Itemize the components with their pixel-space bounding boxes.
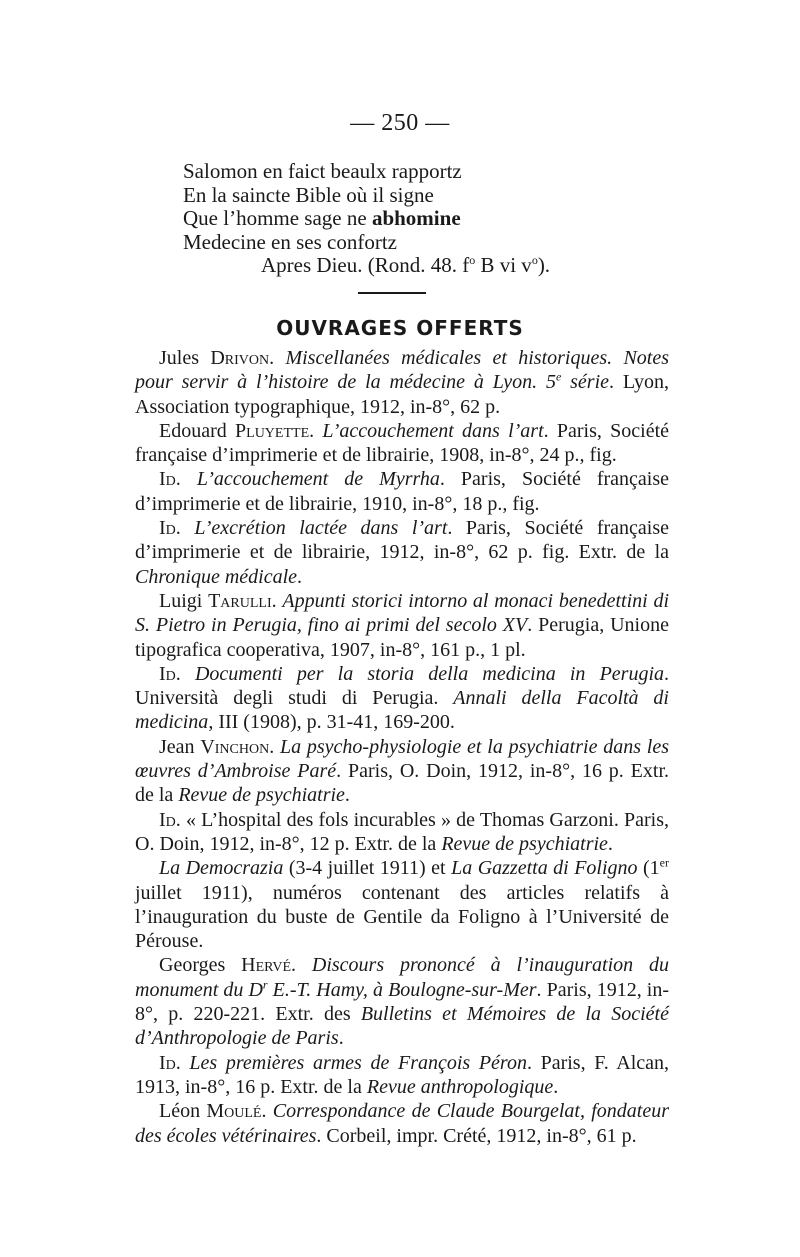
author-ibid: Id bbox=[159, 517, 176, 540]
punctuation: . bbox=[338, 1027, 344, 1050]
superscript: e bbox=[555, 369, 562, 384]
author-ibid: Id bbox=[159, 662, 176, 685]
bibliography-entry bbox=[135, 808, 669, 857]
author-surname: Tarulli bbox=[208, 589, 272, 612]
page-number: — 250 — bbox=[350, 110, 450, 136]
verse-line bbox=[183, 207, 643, 231]
author-first-name: Jules bbox=[159, 347, 211, 369]
citation-text: ). bbox=[537, 253, 551, 277]
publication-details: . Lyon, Association typographique, 1912, in-8°, 62 p. bbox=[135, 371, 669, 418]
bibliography-entry: Léon Moulé. Correspondance de Claude Bourgelat, fondateur des écoles vétérinaires. Corbeil, impr. Crété, 1912, in-8°, 61 p. bbox=[135, 1100, 670, 1147]
verse-text: Que l’homme sage ne bbox=[183, 206, 372, 230]
bibliography-entry: Luigi Tarulli. Appunti storici intorno al monaci benedettini di S. Pietro in Perugia, fino ai primi del secolo XV. Perugia, Unione tipografica cooperativa, 1907, in-8°, 161 p., 1 pl. bbox=[135, 589, 670, 661]
bibliography-entry: Id. L’accouchement de Myrrha. Paris, Société française d’imprimerie et de librairie, 1910, in-8°, 18 p., fig. bbox=[135, 468, 670, 515]
source-title: Annali della Facoltà di medicina bbox=[135, 687, 669, 734]
work-title: Documenti per la storia della medicina in Perugia bbox=[194, 662, 665, 685]
newspaper-title: La Democrazia bbox=[159, 857, 284, 880]
bibliography-entry: Georges Hervé. Discours prononcé à l’inauguration du monument du $D^r$ E.-T. Hamy, à Boulogne-sur-Mer. Paris, 1912, in-8°, p. 220-221. Extr. des Bulletins et Mémoires de la Société d’Anthropologie de Paris. bbox=[135, 954, 669, 1050]
punctuation: . bbox=[553, 1075, 559, 1098]
work-title: Appunti storici intorno al monaci benedettini di S. Pietro in Perugia, fino ai primi del secolo XV bbox=[135, 589, 670, 637]
work-title: L’excrétion lactée dans l’art bbox=[194, 517, 448, 540]
author-surname: Hervé bbox=[241, 954, 292, 977]
author-surname: Vinchon bbox=[200, 735, 270, 758]
bibliography-entry bbox=[135, 856, 669, 953]
publication-details: . Paris, Société française d’imprimerie et de librairie, 1908, in-8°, 24 p., fig. bbox=[135, 419, 670, 467]
citation-text: B vi v bbox=[475, 253, 532, 277]
author-first-name: Georges bbox=[159, 954, 242, 977]
verse-line: Salomon en faict beaulx rapportz bbox=[183, 159, 462, 183]
verse-line: En la saincte Bible où il signe bbox=[183, 182, 434, 207]
bibliography-entry: Id. Les premières armes de François Péron. Paris, F. Alcan, 1913, in-8°, 16 p. Extr. de la Revue anthropologique. bbox=[135, 1051, 670, 1098]
publication-details: , III (1908), p. 31-41, 169-200. bbox=[208, 711, 455, 734]
verse-line: Medecine en ses confortz bbox=[183, 229, 397, 254]
author-first-name: Luigi bbox=[159, 589, 209, 612]
section-heading: OUVRAGES OFFERTS bbox=[276, 316, 524, 340]
superscript: r bbox=[262, 977, 268, 992]
punctuation: . bbox=[297, 565, 303, 588]
bibliography-entry: Jules Drivon. Miscellanées médicales et historiques. Notes pour servir à l’histoire de la médecine à Lyon. 5e série. Lyon, Association typographique, 1912, in-8°, 62 p. bbox=[135, 347, 670, 418]
verse-bold-word: abhomine bbox=[371, 206, 461, 230]
work-title: L’accouchement dans l’art bbox=[322, 419, 544, 442]
bibliography-entry: Id. L’excrétion lactée dans l’art. Paris, Société française d’imprimerie et de librairie, 1912, in-8°, 62 p. fig. Extr. de la Chronique médicale. bbox=[135, 517, 670, 588]
bibliography-entry: Edouard Pluyette. L’accouchement dans l’art. Paris, Société française d’imprimerie et de librairie, 1908, in-8°, 24 p., fig. bbox=[135, 419, 670, 467]
publication-details: . Paris, F. Alcan, 1913, in-8°, 16 p. Extr. de la bbox=[135, 1051, 670, 1098]
work-title: Correspondance de Claude Bourgelat, fondateur des écoles vétérinaires bbox=[135, 1100, 670, 1147]
work-title: série bbox=[561, 371, 610, 394]
section-divider bbox=[358, 292, 426, 294]
publication-details: . Corbeil, impr. Crété, 1912, in-8°, 61 p. bbox=[316, 1124, 637, 1147]
superscript: o bbox=[531, 253, 538, 267]
work-title: Miscellanées médicales et historiques. Notes pour servir à l’histoire de la médecine à Lyon. 5 bbox=[135, 347, 670, 394]
superscript: er bbox=[659, 855, 669, 870]
work-title: Les premières armes de François Péron bbox=[189, 1051, 527, 1074]
author-first-name: Edouard bbox=[159, 419, 236, 442]
entry-text: (3-4 juillet 1911) et bbox=[283, 857, 452, 880]
bibliography-entry: Jean Vinchon. La psycho-physiologie et la psychiatrie dans les œuvres d’Ambroise Paré. Paris, O. Doin, 1912, in-8°, 16 p. Extr. de la Revue de psychiatrie. bbox=[135, 735, 669, 807]
newspaper-title: La Gazzetta di Foligno bbox=[451, 857, 638, 880]
publication-details: . « L’hospital des fols incurables » de Thomas Garzoni. Paris, O. Doin, 1912, in-8°, 12 p. Extr. de la bbox=[135, 808, 669, 855]
author-surname: Drivon bbox=[210, 347, 270, 369]
source-title: Revue de psychiatrie bbox=[441, 832, 608, 855]
entry-text: (1 bbox=[637, 857, 660, 880]
author-ibid: Id bbox=[159, 1051, 176, 1074]
author-surname: Moulé bbox=[206, 1100, 262, 1123]
entry-text: juillet 1911), numéros contenant des articles relatifs à l’inauguration du buste de Gentile da Foligno à l’Université de Pérouse. bbox=[135, 881, 669, 953]
source-title: Revue de psychiatrie bbox=[178, 784, 345, 807]
publication-details: . Perugia, Unione tipografica cooperativa, 1907, in-8°, 161 p., 1 pl. bbox=[135, 614, 669, 661]
author-surname: Pluyette bbox=[235, 419, 310, 442]
punctuation: . bbox=[344, 784, 350, 807]
citation-text: Apres Dieu. (Rond. 48. f bbox=[261, 253, 470, 277]
source-title: Chronique médicale bbox=[135, 565, 298, 588]
punctuation: . bbox=[607, 832, 613, 855]
publication-details: . Paris, Société française d’imprimerie et de librairie, 1910, in-8°, 18 p., fig. bbox=[135, 468, 670, 515]
work-title: Discours prononcé à l’inauguration du monument du D bbox=[135, 954, 669, 1001]
superscript: o bbox=[469, 253, 476, 267]
publication-details: . Università degli studi di Perugia. bbox=[135, 662, 670, 710]
publication-details: . Paris, 1912, in-8°, p. 220-221. Extr. des bbox=[135, 978, 669, 1026]
source-title: Bulletins et Mémoires de la Société d’Anthropologie de Paris bbox=[135, 1003, 669, 1050]
bibliography-entry: Id. Documenti per la storia della medicina in Perugia. Università degli studi di Perugia. Annali della Facoltà di medicina, III (1908), p. 31-41, 169-200. bbox=[135, 662, 670, 734]
verse-quotation bbox=[183, 160, 643, 278]
verse-citation bbox=[183, 254, 643, 278]
author-first-name: Jean bbox=[159, 735, 201, 758]
author-first-name: Léon bbox=[159, 1100, 207, 1123]
offered-works-list bbox=[135, 346, 669, 1148]
author-ibid: Id bbox=[159, 808, 176, 831]
work-title: L’accouchement de Myrrha bbox=[196, 468, 440, 491]
publication-details: . Paris, Société française d’imprimerie et de librairie, 1912, in-8°, 62 p. fig. Extr. de la bbox=[135, 517, 670, 564]
source-title: Revue anthropologique bbox=[366, 1075, 554, 1098]
work-title: E.-T. Hamy, à Boulogne-sur-Mer bbox=[267, 978, 537, 1001]
author-ibid: Id bbox=[159, 468, 176, 491]
work-title: La psycho-physiologie et la psychiatrie dans les œuvres d’Ambroise Paré bbox=[135, 735, 669, 783]
publication-details: . Paris, O. Doin, 1912, in-8°, 16 p. Extr. de la bbox=[135, 760, 669, 807]
